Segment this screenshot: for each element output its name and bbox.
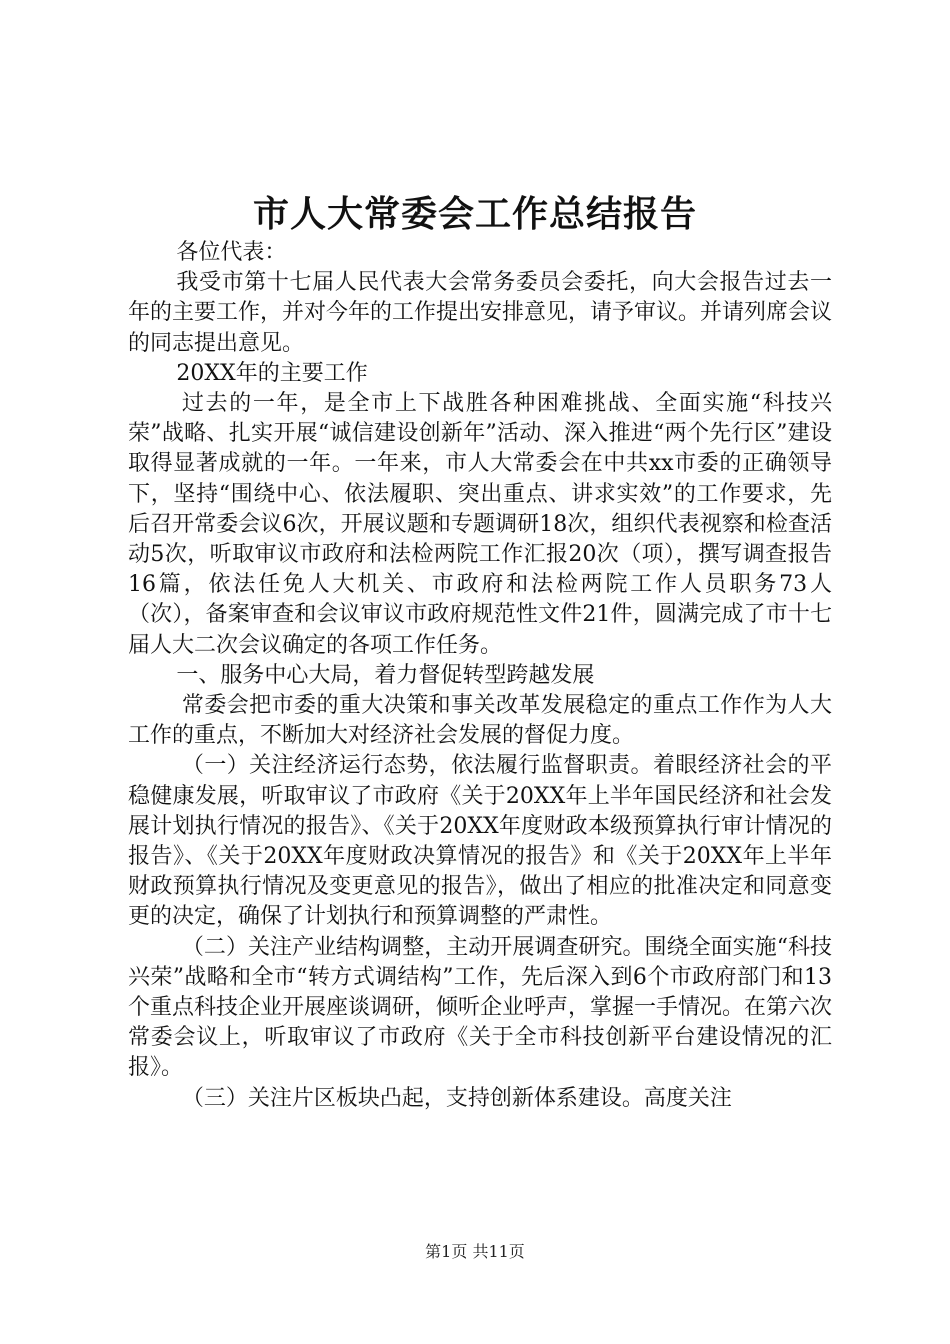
paragraph-section-one: 常委会把市委的重大决策和事关改革发展稳定的重点工作作为人大工作的重点，不断加大对经济社会发展的督促力度。 <box>128 693 832 749</box>
salutation: 各位代表： <box>176 240 287 265</box>
paragraph-item-3: （三）关注片区板块凸起，支持创新体系建设。高度关注 <box>181 1085 732 1111</box>
document-title: 市人大常委会工作总结报告 <box>252 193 697 235</box>
paragraph-item-1: （一）关注经济运行态势，依法履行监督职责。着眼经济社会的平稳健康发展，听取审议了市政府《关于20XX年上半年国民经济和社会发展计划执行情况的报告》、《关于20XX年度财政本级预算执行审计情况的报告》、《关于20XX年度财政决算情况的报告》和《关于20XX年上半年财政预算执行情况及变更意见的报告》，做出了相应的批准决定和同意变更的决定，确保了计划执行和预算调整的严肃性。 <box>128 753 832 930</box>
document-body <box>128 238 832 1114</box>
paragraph-overview: 过去的一年，是全市上下战胜各种困难挑战、全面实施“科技兴荣”战略、扎实开展“诚信建设创新年”活动、深入推进“两个先行区”建设取得显著成就的一年。一年来，市人大常委会在中共xx市委的正确领导下，坚持“围绕中心、依法履职、突出重点、讲求实效”的工作要求，先后召开常委会议6次，开展议题和专题调研18次，组织代表视察和检查活动5次，听取审议市政府和法检两院工作汇报20次（项），撰写调查报告16篇，依法任免人大机关、市政府和法检两院工作人员职务73人（次），备案审查和会议审议市政府规范性文件21件，圆满完成了市十七届人大二次会议确定的各项工作任务。 <box>128 391 832 658</box>
page-number-footer: 第1页 共11页 <box>425 1242 525 1261</box>
paragraph-item-2: （二）关注产业结构调整，主动开展调查研究。围绕全面实施“科技兴荣”战略和全市“转方式调结构”工作，先后深入到6个市政府部门和13个重点科技企业开展座谈调研，倾听企业呼声，掌握一手情况。在第六次常委会议上，听取审议了市政府《关于全市科技创新平台建设情况的汇报》。 <box>128 934 833 1081</box>
paragraph-intro: 我受市第十七届人民代表大会常务委员会委托，向大会报告过去一年的主要工作，并对今年的工作提出安排意见，请予审议。并请列席会议的同志提出意见。 <box>128 270 833 356</box>
section-heading-one: 一、服务中心大局，着力督促转型跨越发展 <box>176 662 595 688</box>
section-heading-main-work: 20XX年的主要工作 <box>176 360 368 386</box>
